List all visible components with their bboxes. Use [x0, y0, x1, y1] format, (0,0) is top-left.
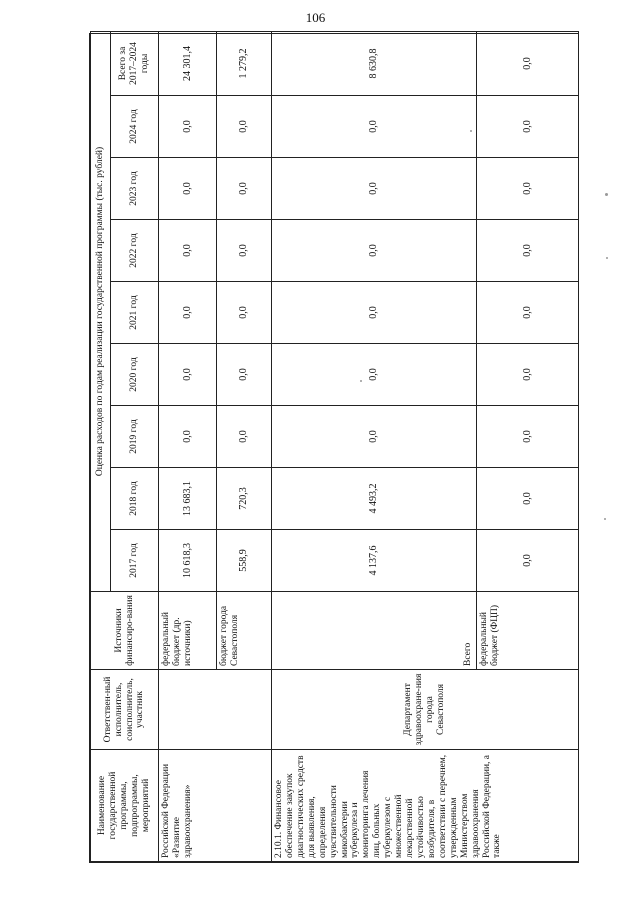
- table-row: [272, 31, 477, 861]
- scan-speck: [360, 380, 362, 382]
- block2-name: 2.10.1. Финансовое обеспечение закупок диагностических средств для выявления, определения чувствительности микобактерии туберкулеза и мониторинга лечения лиц, больных туберкулезом с множественной лекарственной устойчивостью возбудителя, в соответствии с перечнем, утвержденным Министерством здравоохранения Российской Федерации, а также: [272, 750, 579, 862]
- cell-total: 0,0: [477, 31, 579, 95]
- cell-2017: 4 137,6: [272, 530, 477, 592]
- cell-2019: 0,0: [272, 406, 477, 468]
- header-year-2023: 2023 год: [111, 158, 159, 220]
- scan-speck: [605, 193, 608, 196]
- scan-speck: [604, 518, 606, 520]
- cell-2024: 0,0: [159, 96, 217, 158]
- cell-2023: 0,0: [477, 158, 579, 220]
- rotated-table-wrapper: [89, 33, 579, 863]
- cell-2019: 0,0: [477, 406, 579, 468]
- cell-2022: 0,0: [159, 220, 217, 282]
- cell-2018: 720,3: [217, 468, 272, 530]
- cell-2019: 0,0: [159, 406, 217, 468]
- header-name: Наименование государственной программы, подпрограммы, мероприятий: [91, 750, 159, 862]
- table-row: [159, 31, 217, 861]
- cell-2024: 0,0: [477, 96, 579, 158]
- cell-2021: 0,0: [159, 282, 217, 344]
- cell-2017: 0,0: [477, 530, 579, 592]
- header-year-2020: 2020 год: [111, 344, 159, 406]
- row-source: бюджет города Севастополя: [217, 592, 272, 670]
- cell-2023: 0,0: [272, 158, 477, 220]
- header-year-2021: 2021 год: [111, 282, 159, 344]
- block1-executor: [159, 670, 272, 750]
- header-source: Источники финансиро-вания: [91, 592, 159, 670]
- cell-2017: 558,9: [217, 530, 272, 592]
- header-estimate: Оценка расходов по годам реализации государственной программы (тыс. рублей): [91, 31, 111, 591]
- header-year-2017: 2017 год: [111, 530, 159, 592]
- page-number: 106: [305, 10, 326, 25]
- row-source: федеральный бюджет (ФЦП): [477, 592, 579, 670]
- scan-speck: [470, 130, 472, 132]
- cell-2018: 0,0: [477, 468, 579, 530]
- budget-table-frame: [89, 33, 579, 863]
- cell-2017: 10 618,3: [159, 530, 217, 592]
- cell-2022: 0,0: [477, 220, 579, 282]
- cell-2021: 0,0: [217, 282, 272, 344]
- header-year-2019: 2019 год: [111, 406, 159, 468]
- cell-total: 1 279,2: [217, 31, 272, 95]
- cell-total: 24 301,4: [159, 31, 217, 95]
- cell-2023: 0,0: [159, 158, 217, 220]
- cell-2020: 0,0: [217, 344, 272, 406]
- cell-2021: 0,0: [477, 282, 579, 344]
- cell-2019: 0,0: [217, 406, 272, 468]
- cell-2024: 0,0: [217, 96, 272, 158]
- cell-2022: 0,0: [217, 220, 272, 282]
- cell-2022: 0,0: [272, 220, 477, 282]
- block1-name: Российской Федерации «Развитие здравоохранения»: [159, 750, 272, 862]
- header-executor: Ответствен-ный исполнитель, соисполнитель, участник: [91, 670, 159, 750]
- cell-2021: 0,0: [272, 282, 477, 344]
- cell-2020: 0,0: [477, 344, 579, 406]
- row-source: федеральный бюджет (др. источники): [159, 592, 217, 670]
- header-year-2022: 2022 год: [111, 220, 159, 282]
- cell-2018: 13 683,1: [159, 468, 217, 530]
- cell-2018: 4 493,2: [272, 468, 477, 530]
- cell-2023: 0,0: [217, 158, 272, 220]
- header-year-2018: 2018 год: [111, 468, 159, 530]
- header-year-2024: 2024 год: [111, 96, 159, 158]
- budget-table: [90, 31, 579, 862]
- scan-speck: [606, 257, 608, 259]
- cell-2024: 0,0: [272, 96, 477, 158]
- cell-2020: 0,0: [159, 344, 217, 406]
- row-source: Всего: [272, 592, 477, 670]
- cell-total: 8 630,8: [272, 31, 477, 95]
- header-total: Всего за 2017–2024 годы: [111, 31, 159, 95]
- block2-executor: Департамент здравоохране-ния города Севастополя: [272, 670, 579, 750]
- cell-2020: 0,0: [272, 344, 477, 406]
